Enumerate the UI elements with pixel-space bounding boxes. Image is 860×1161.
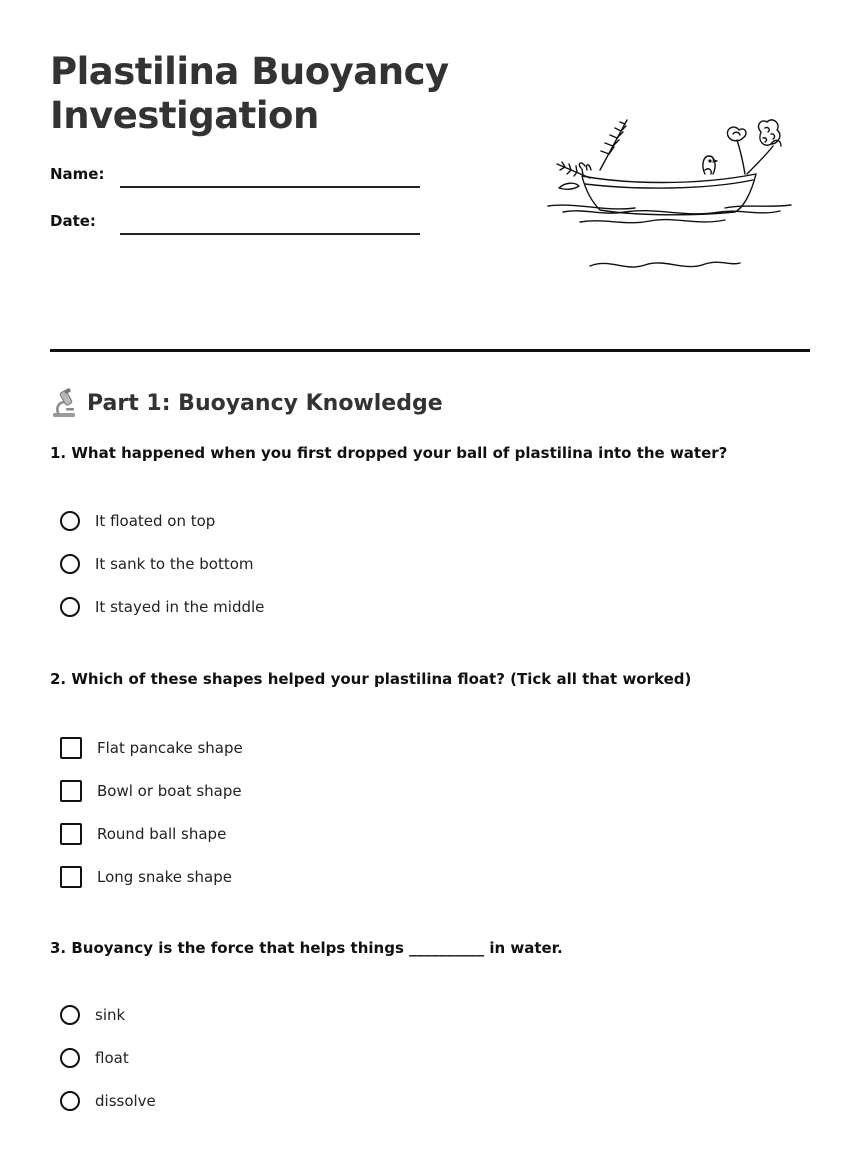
checkbox[interactable] — [60, 737, 82, 759]
option-label: Flat pancake shape — [97, 739, 243, 757]
checkbox[interactable] — [60, 780, 82, 802]
q3-option-float[interactable] — [60, 1048, 129, 1068]
q3-option-sink[interactable] — [60, 1005, 125, 1025]
radio-button[interactable] — [60, 1048, 80, 1068]
part1-heading-text: Part 1: Buoyancy Knowledge — [87, 390, 443, 416]
title-line-2: Investigation — [50, 94, 319, 137]
checkbox[interactable] — [60, 866, 82, 888]
q2-option-snake[interactable] — [60, 866, 232, 888]
checkbox[interactable] — [60, 823, 82, 845]
radio-button[interactable] — [60, 597, 80, 617]
boat-illustration — [545, 112, 795, 277]
q2-option-bowl[interactable] — [60, 780, 242, 802]
microscope-icon — [50, 388, 78, 418]
option-label: It stayed in the middle — [95, 598, 265, 616]
radio-button[interactable] — [60, 511, 80, 531]
question-3: 3. Buoyancy is the force that helps things __________ in water. — [50, 939, 563, 957]
q1-option-sank[interactable] — [60, 554, 254, 574]
radio-button[interactable] — [60, 1005, 80, 1025]
option-label: sink — [95, 1006, 126, 1024]
q3-option-dissolve[interactable] — [60, 1091, 156, 1111]
worksheet-title — [50, 50, 449, 138]
section-divider — [50, 349, 810, 352]
q2-option-ball[interactable] — [60, 823, 226, 845]
option-label: dissolve — [95, 1092, 156, 1110]
date-field-line[interactable] — [120, 233, 420, 235]
option-label: Round ball shape — [97, 825, 227, 843]
name-label: Name: — [50, 165, 105, 183]
option-label: It sank to the bottom — [95, 555, 254, 573]
option-label: Long snake shape — [97, 868, 232, 886]
radio-button[interactable] — [60, 1091, 80, 1111]
option-label: It floated on top — [95, 512, 216, 530]
question-1: 1. What happened when you first dropped your ball of plastilina into the water? — [50, 444, 728, 462]
option-label: float — [95, 1049, 129, 1067]
q1-option-floated[interactable] — [60, 511, 215, 531]
q1-option-middle[interactable] — [60, 597, 264, 617]
q2-option-pancake[interactable] — [60, 737, 243, 759]
name-field-line[interactable] — [120, 186, 420, 188]
part1-heading — [50, 388, 443, 418]
option-label: Bowl or boat shape — [97, 782, 242, 800]
date-label: Date: — [50, 212, 96, 230]
question-2: 2. Which of these shapes helped your plastilina float? (Tick all that worked) — [50, 670, 692, 688]
title-line-1: Plastilina Buoyancy — [50, 50, 449, 93]
radio-button[interactable] — [60, 554, 80, 574]
